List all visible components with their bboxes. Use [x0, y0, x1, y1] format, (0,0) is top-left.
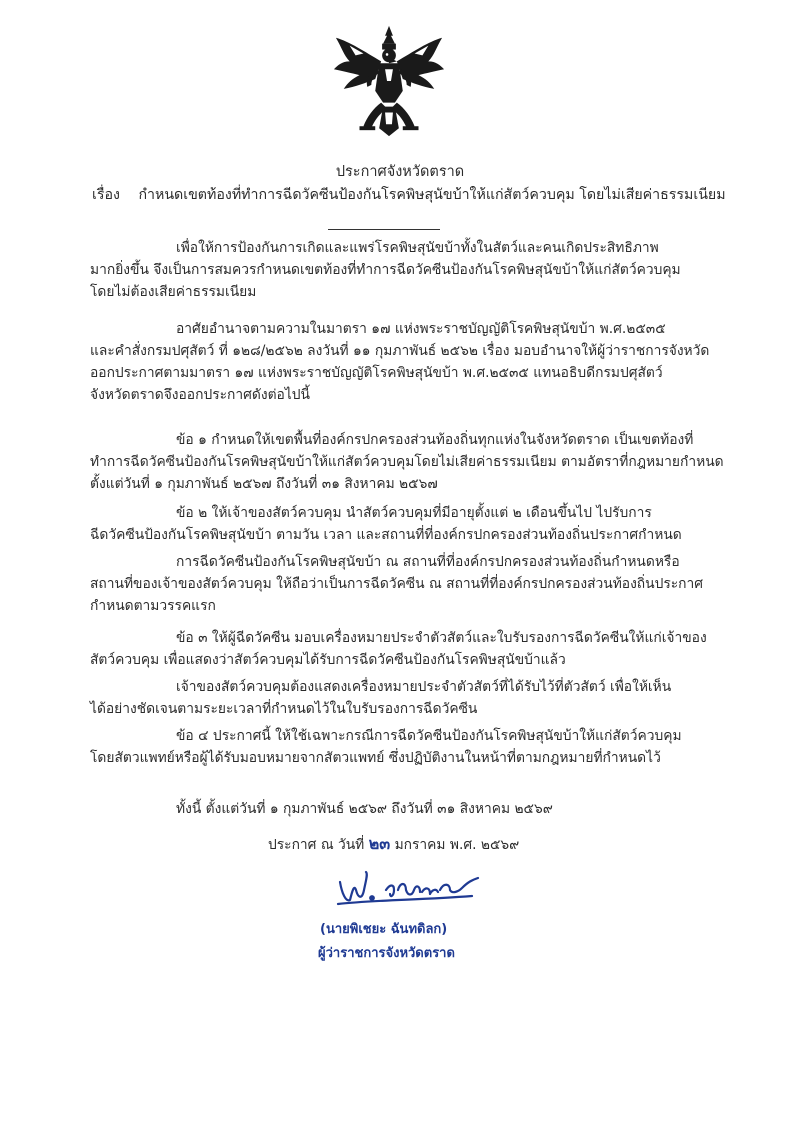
- paragraph-preamble: [90, 237, 681, 303]
- effective-period: ทั้งนี้ ตั้งแต่วันที่ ๑ กุมภาพันธ์ ๒๕๖๙ ถึงวันที่ ๓๑ สิงหาคม ๒๕๖๙: [176, 801, 553, 817]
- paragraph-line: อาศัยอำนาจตามความในมาตรา ๑๗ แห่งพระราชบัญญัติโรคพิษสุนัขบ้า พ.ศ.๒๕๓๕: [176, 321, 666, 337]
- signature-image: [332, 860, 482, 910]
- paragraph-line: ฉีดวัคซีนป้องกันโรคพิษสุนัขบ้า ตามวัน เวลา และสถานที่ที่องค์กรปกครองส่วนท้องถิ่นประกาศกำหนด: [90, 527, 682, 543]
- paragraph-line: โดยไม่ต้องเสียค่าธรรมเนียม: [90, 284, 257, 300]
- paragraph-line: เจ้าของสัตว์ควบคุมต้องแสดงเครื่องหมายประจำตัวสัตว์ที่ได้รับไว้ที่ตัวสัตว์ เพื่อให้เห็น: [176, 679, 672, 695]
- paragraph-line: ได้อย่างชัดเจนตามระยะเวลาที่กำหนดไว้ในใบรับรองการฉีดวัคซีน: [90, 701, 478, 717]
- paragraph-line: จังหวัดตราดจึงออกประกาศดังต่อไปนี้: [90, 387, 310, 403]
- announcement-date: [268, 832, 519, 857]
- signer-name: (นายพิเชยะ ฉันทดิลก): [320, 922, 448, 937]
- paragraph-line: สัตว์ควบคุม เพื่อแสดงว่าสัตว์ควบคุมได้รับการฉีดวัคซีนป้องกันโรคพิษสุนัขบ้าแล้ว: [90, 652, 566, 668]
- clause-3-paragraph-2: [90, 676, 671, 720]
- clause-4: [90, 725, 682, 769]
- date-day: ๒๓: [368, 834, 391, 853]
- date-suffix: มกราคม พ.ศ. ๒๕๖๙: [394, 837, 520, 853]
- signer-position: ผู้ว่าราชการจังหวัดตราด: [318, 946, 455, 961]
- subject-label: เรื่อง: [92, 187, 120, 203]
- clause-2: [90, 502, 682, 546]
- clause-2-paragraph-2: [90, 551, 703, 617]
- paragraph-line: เพื่อให้การป้องกันการเกิดและแพร่โรคพิษสุนัขบ้าทั้งในสัตว์และคนเกิดประสิทธิภาพ: [176, 240, 659, 256]
- paragraph-authority: [90, 318, 709, 406]
- paragraph-line: กำหนดตามวรรคแรก: [90, 598, 216, 614]
- announcement-title: ประกาศจังหวัดตราด: [335, 164, 465, 180]
- garuda-emblem-icon: [330, 22, 448, 140]
- paragraph-line: สถานที่ของเจ้าของสัตว์ควบคุม ให้ถือว่าเป็นการฉีดวัคซีน ณ สถานที่ที่องค์กรปกครองส่วนท้องถิ่นประกาศ: [90, 576, 704, 592]
- clause-1: [90, 429, 724, 495]
- paragraph-line: ข้อ ๓ ให้ผู้ฉีดวัคซีน มอบเครื่องหมายประจำตัวสัตว์และใบรับรองการฉีดวัคซีนให้แก่เจ้าของ: [176, 630, 707, 646]
- paragraph-line: การฉีดวัคซีนป้องกันโรคพิษสุนัขบ้า ณ สถานที่ที่องค์กรปกครองส่วนท้องถิ่นกำหนดหรือ: [176, 554, 680, 570]
- clause-3: [90, 627, 707, 671]
- paragraph-line: ทำการฉีดวัคซีนป้องกันโรคพิษสุนัขบ้าให้แก่สัตว์ควบคุมโดยไม่เสียค่าธรรมเนียม ตามอัตราที่กฎหมายกำหนด: [90, 454, 724, 470]
- date-prefix: ประกาศ ณ วันที่: [268, 837, 365, 853]
- paragraph-line: และคำสั่งกรมปศุสัตว์ ที่ ๑๒๘/๒๕๖๒ ลงวันที่ ๑๑ กุมภาพันธ์ ๒๕๖๒ เรื่อง มอบอำนาจให้ผู้ว่าราชการจังหวัด: [90, 343, 710, 359]
- paragraph-line: โดยสัตวแพทย์หรือผู้ได้รับมอบหมายจากสัตวแพทย์ ซึ่งปฏิบัติงานในหน้าที่ตามกฎหมายที่กำหนดไว้: [90, 750, 661, 766]
- paragraph-line: ตั้งแต่วันที่ ๑ กุมภาพันธ์ ๒๕๖๗ ถึงวันที่ ๓๑ สิงหาคม ๒๕๖๗: [90, 476, 438, 492]
- divider: [328, 229, 440, 230]
- subject-text: กำหนดเขตท้องที่ทำการฉีดวัคซีนป้องกันโรคพิษสุนัขบ้าให้แก่สัตว์ควบคุม โดยไม่เสียค่าธรรมเนียม: [138, 187, 726, 203]
- paragraph-line: ข้อ ๒ ให้เจ้าของสัตว์ควบคุม นำสัตว์ควบคุมที่มีอายุตั้งแต่ ๒ เดือนขึ้นไป ไปรับการ: [176, 505, 652, 521]
- paragraph-line: ข้อ ๑ กำหนดให้เขตพื้นที่องค์กรปกครองส่วนท้องถิ่นทุกแห่งในจังหวัดตราด เป็นเขตท้องที่: [176, 432, 694, 448]
- paragraph-line: ข้อ ๔ ประกาศนี้ ให้ใช้เฉพาะกรณีการฉีดวัคซีนป้องกันโรคพิษสุนัขบ้าให้แก่สัตว์ควบคุม: [176, 728, 682, 744]
- paragraph-line: ออกประกาศตามมาตรา ๑๗ แห่งพระราชบัญญัติโรคพิษสุนัขบ้า พ.ศ.๒๕๓๕ แทนอธิบดีกรมปศุสัตว์: [90, 365, 663, 381]
- subject-line: [92, 184, 726, 206]
- paragraph-line: มากยิ่งขึ้น จึงเป็นการสมควรกำหนดเขตท้องที่ทำการฉีดวัคซีนป้องกันโรคพิษสุนัขบ้าให้แก่สัตว์ควบคุม: [90, 262, 681, 278]
